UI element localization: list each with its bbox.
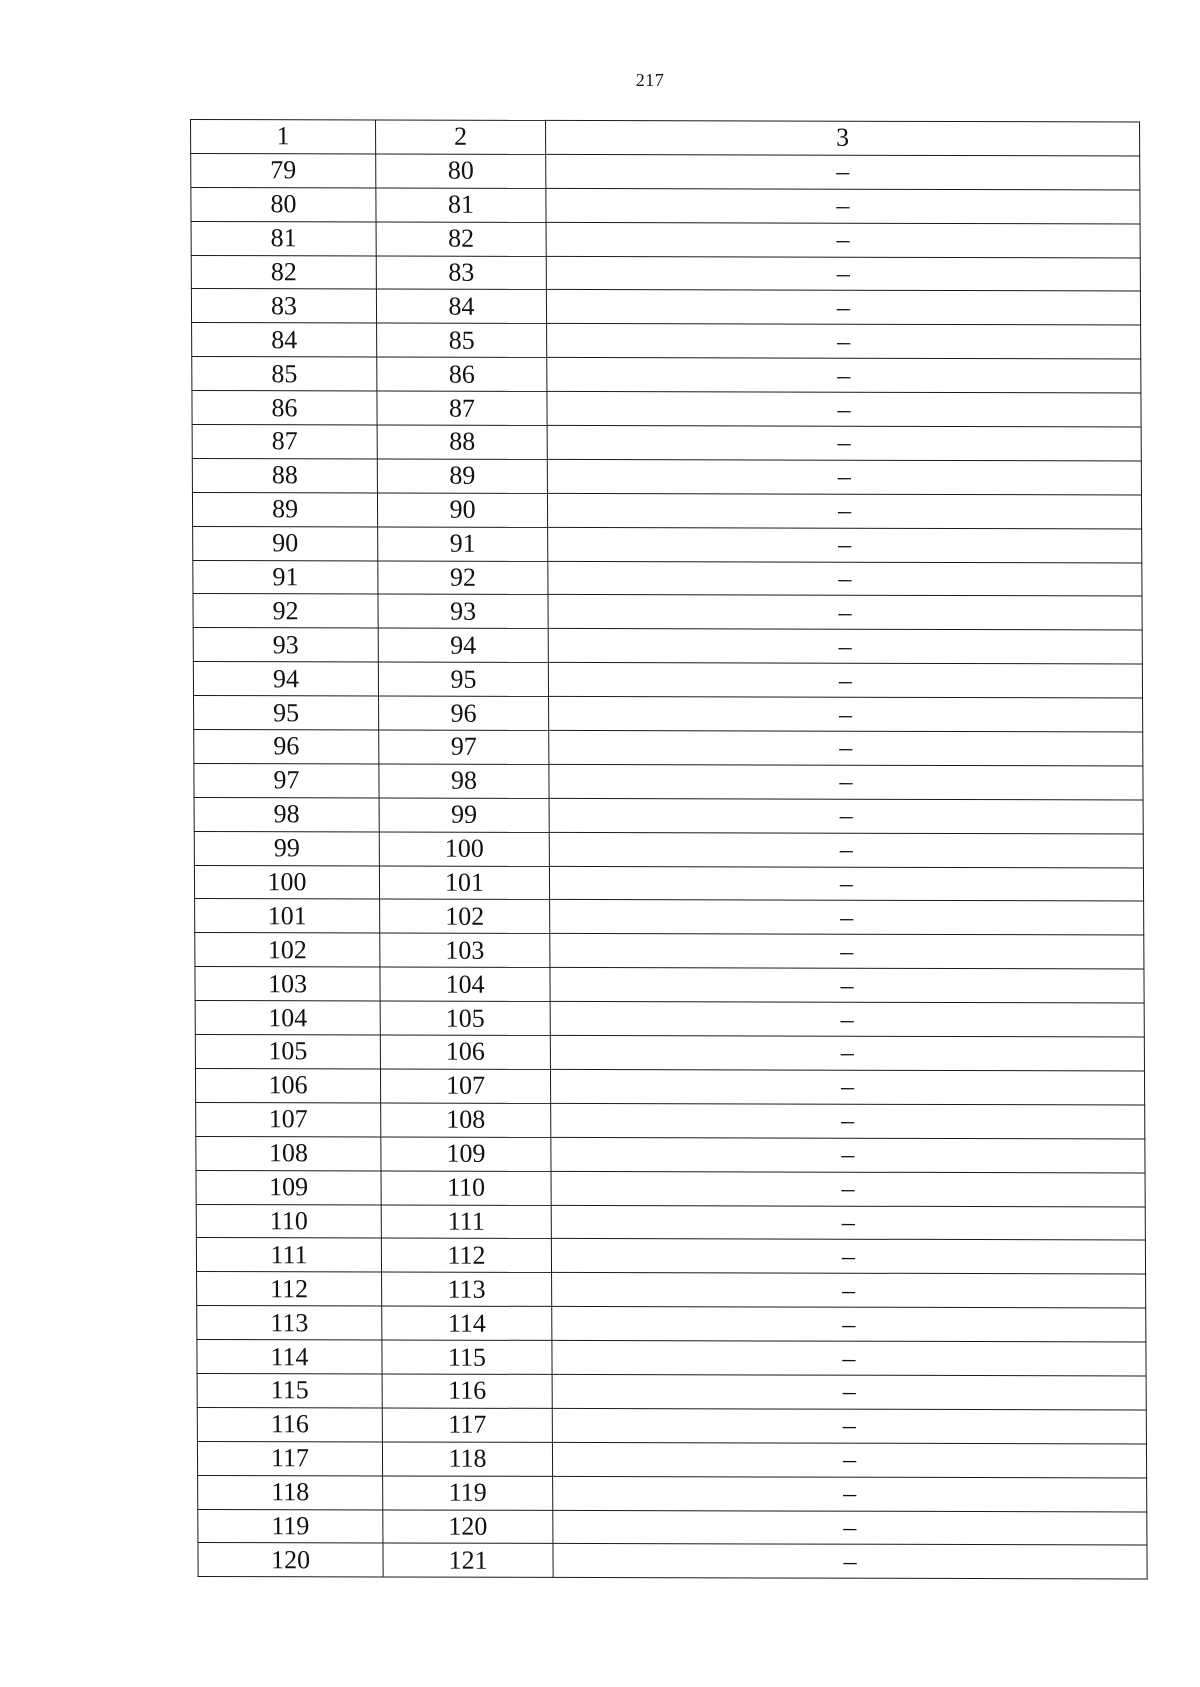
table-cell-col-2: 99 — [379, 798, 549, 832]
table-cell-col-1: 113 — [197, 1306, 382, 1340]
table-cell-col-2: 108 — [381, 1103, 551, 1137]
table-row — [195, 899, 1144, 935]
table-cell-col-1: 79 — [191, 153, 376, 187]
table-cell-col-1: 119 — [198, 1509, 383, 1543]
table-cell-col-2: 102 — [380, 899, 550, 933]
table-cell-col-3: – — [550, 900, 1144, 935]
table-cell-col-3: – — [548, 595, 1142, 630]
table-cell-col-3: – — [552, 1408, 1146, 1443]
table-cell-col-2: 107 — [380, 1069, 550, 1103]
table-cell-col-3: – — [552, 1442, 1146, 1477]
table-cell-col-3: – — [549, 832, 1143, 867]
table-cell-col-1: 109 — [196, 1170, 381, 1204]
table-row — [197, 1340, 1146, 1376]
table-cell-col-1: 88 — [192, 458, 377, 492]
table-cell-col-3: – — [549, 764, 1143, 799]
table-cell-col-1: 96 — [194, 730, 379, 764]
table-cell-col-1: 102 — [195, 933, 380, 967]
table-cell-col-2: 116 — [382, 1374, 552, 1408]
table-cell-col-1: 106 — [195, 1068, 380, 1102]
table-cell-col-2: 106 — [380, 1035, 550, 1069]
table-row — [196, 1238, 1145, 1274]
table-cell-col-2: 80 — [376, 154, 546, 188]
table-row — [191, 187, 1140, 223]
table-cell-col-3: – — [546, 256, 1140, 291]
table-cell-col-3: – — [547, 324, 1141, 359]
table-cell-col-1: 101 — [195, 899, 380, 933]
table-cell-col-3: – — [551, 1103, 1145, 1138]
table-row — [191, 153, 1140, 189]
table-header — [191, 120, 1140, 156]
table-row — [194, 763, 1143, 799]
table-cell-col-2: 91 — [378, 527, 548, 561]
table-cell-col-2: 117 — [382, 1408, 552, 1442]
table-cell-col-2: 87 — [377, 391, 547, 425]
table-cell-col-3: – — [550, 1035, 1144, 1070]
table-cell-col-1: 108 — [196, 1136, 381, 1170]
table-cell-col-3: – — [550, 934, 1144, 969]
table-cell-col-2: 83 — [376, 256, 546, 290]
table-cell-col-1: 89 — [192, 492, 377, 526]
table-cell-col-3: – — [549, 697, 1143, 732]
table-row — [194, 865, 1143, 901]
table-row — [193, 628, 1142, 664]
table-cell-col-1: 98 — [194, 797, 379, 831]
table-cell-col-2: 109 — [381, 1137, 551, 1171]
table-cell-col-2: 113 — [382, 1272, 552, 1306]
table-row — [193, 560, 1142, 596]
table-cell-col-1: 99 — [194, 831, 379, 865]
table-cell-col-2: 121 — [383, 1543, 553, 1577]
table-cell-col-3: – — [553, 1476, 1147, 1511]
table-row — [195, 967, 1144, 1003]
table-cell-col-2: 94 — [378, 628, 548, 662]
table-cell-col-3: – — [551, 1171, 1145, 1206]
table-row — [198, 1509, 1147, 1545]
table-cell-col-3: – — [547, 493, 1141, 528]
table-row — [195, 933, 1144, 969]
table-cell-col-1: 111 — [196, 1238, 381, 1272]
table-cell-col-3: – — [553, 1510, 1147, 1545]
table-cell-col-2: 110 — [381, 1171, 551, 1205]
table-cell-col-2: 118 — [382, 1442, 552, 1476]
table-cell-col-1: 116 — [197, 1407, 382, 1441]
table-row — [197, 1306, 1146, 1342]
table-cell-col-2: 92 — [378, 561, 548, 595]
table-cell-col-3: – — [550, 968, 1144, 1003]
table-row — [196, 1102, 1145, 1138]
table-cell-col-3: – — [546, 154, 1140, 189]
table-cell-col-3: – — [550, 1002, 1144, 1037]
table-row — [196, 1204, 1145, 1240]
table-cell-col-3: – — [549, 730, 1143, 765]
table-cell-col-1: 114 — [197, 1340, 382, 1374]
table-row — [192, 357, 1141, 393]
table-cell-col-3: – — [551, 1239, 1145, 1274]
table-cell-col-3: – — [547, 425, 1141, 460]
table-row — [196, 1136, 1145, 1172]
table-cell-col-2: 96 — [379, 696, 549, 730]
table-cell-col-1: 103 — [195, 967, 380, 1001]
table-cell-col-1: 104 — [195, 1001, 380, 1035]
table-row — [192, 425, 1141, 461]
table-cell-col-2: 89 — [377, 459, 547, 493]
table-row — [194, 797, 1143, 833]
table-cell-col-2: 82 — [376, 222, 546, 256]
table-cell-col-3: – — [546, 222, 1140, 257]
table-row — [197, 1407, 1146, 1443]
table-row — [194, 696, 1143, 732]
table-cell-col-3: – — [547, 392, 1141, 427]
table-cell-col-3: – — [548, 629, 1142, 664]
table-cell-col-3: – — [552, 1340, 1146, 1375]
table-cell-col-3: – — [546, 188, 1140, 223]
table-cell-col-2: 111 — [381, 1204, 551, 1238]
table-cell-col-2: 88 — [377, 425, 547, 459]
table-cell-col-3: – — [548, 663, 1142, 698]
table-row — [192, 391, 1141, 427]
table-cell-col-1: 80 — [191, 187, 376, 221]
table-row — [195, 1035, 1144, 1071]
table-cell-col-2: 115 — [382, 1340, 552, 1374]
table-cell-col-3: – — [547, 358, 1141, 393]
data-table-container — [190, 119, 1148, 1580]
table-cell-col-2: 119 — [383, 1476, 553, 1510]
table-cell-col-3: – — [546, 290, 1140, 325]
table-cell-col-1: 112 — [197, 1272, 382, 1306]
table-cell-col-3: – — [550, 1069, 1144, 1104]
table-row — [197, 1373, 1146, 1409]
table-cell-col-3: – — [547, 459, 1141, 494]
table-cell-col-1: 93 — [193, 628, 378, 662]
table-cell-col-3: – — [553, 1544, 1147, 1579]
table-cell-col-1: 118 — [198, 1475, 383, 1509]
table-cell-col-1: 81 — [191, 221, 376, 255]
table-cell-col-2: 98 — [379, 764, 549, 798]
table-row — [198, 1543, 1147, 1579]
table-cell-col-1: 115 — [197, 1373, 382, 1407]
table-row — [194, 730, 1143, 766]
table-row — [195, 1068, 1144, 1104]
table-cell-col-1: 105 — [195, 1035, 380, 1069]
table-cell-col-2: 112 — [381, 1238, 551, 1272]
page-number: 217 — [635, 70, 665, 90]
table-row — [197, 1441, 1146, 1477]
table-cell-col-1: 92 — [193, 594, 378, 628]
table-cell-col-2: 84 — [376, 289, 546, 323]
table-cell-col-2: 90 — [377, 493, 547, 527]
table-cell-col-3: – — [552, 1307, 1146, 1342]
table-cell-col-2: 104 — [380, 967, 550, 1001]
table-cell-col-1: 117 — [197, 1441, 382, 1475]
table-row — [198, 1475, 1147, 1511]
table-cell-col-3: – — [552, 1374, 1146, 1409]
table-row — [196, 1170, 1145, 1206]
table-row — [192, 458, 1141, 494]
header-cell-col-2: 2 — [376, 120, 546, 154]
table-cell-col-1: 85 — [192, 357, 377, 391]
table-cell-col-1: 107 — [196, 1102, 381, 1136]
table-cell-col-3: – — [551, 1137, 1145, 1172]
table-row — [195, 1001, 1144, 1037]
table-cell-col-3: – — [548, 561, 1142, 596]
table-row — [194, 831, 1143, 867]
table-cell-col-1: 94 — [193, 662, 378, 696]
table-cell-col-3: – — [552, 1273, 1146, 1308]
table-cell-col-2: 95 — [378, 662, 548, 696]
data-table — [190, 119, 1148, 1580]
table-cell-col-1: 90 — [193, 526, 378, 560]
table-cell-col-2: 81 — [376, 188, 546, 222]
table-cell-col-1: 100 — [194, 865, 379, 899]
table-row — [191, 221, 1140, 257]
table-cell-col-2: 97 — [379, 730, 549, 764]
table-row — [191, 289, 1140, 325]
table-row — [192, 323, 1141, 359]
header-cell-col-1: 1 — [191, 120, 376, 154]
table-cell-col-1: 83 — [191, 289, 376, 323]
table-cell-col-3: – — [549, 866, 1143, 901]
table-cell-col-2: 101 — [379, 866, 549, 900]
table-cell-col-2: 100 — [379, 832, 549, 866]
table-cell-col-2: 103 — [380, 933, 550, 967]
header-row — [191, 120, 1140, 156]
table-cell-col-2: 114 — [382, 1306, 552, 1340]
table-cell-col-2: 86 — [377, 357, 547, 391]
table-row — [193, 526, 1142, 562]
table-cell-col-1: 91 — [193, 560, 378, 594]
table-cell-col-2: 93 — [378, 594, 548, 628]
header-cell-col-3: 3 — [546, 120, 1140, 155]
table-row — [197, 1272, 1146, 1308]
table-cell-col-2: 120 — [383, 1509, 553, 1543]
table-cell-col-1: 84 — [192, 323, 377, 357]
table-cell-col-1: 120 — [198, 1543, 383, 1577]
table-cell-col-1: 82 — [191, 255, 376, 289]
table-cell-col-1: 87 — [192, 425, 377, 459]
table-row — [193, 662, 1142, 698]
table-cell-col-1: 95 — [194, 696, 379, 730]
table-cell-col-2: 105 — [380, 1001, 550, 1035]
table-row — [193, 594, 1142, 630]
table-row — [192, 492, 1141, 528]
table-cell-col-1: 97 — [194, 763, 379, 797]
table-body — [191, 153, 1147, 1579]
table-cell-col-3: – — [549, 798, 1143, 833]
table-cell-col-1: 86 — [192, 391, 377, 425]
table-cell-col-2: 85 — [377, 323, 547, 357]
table-cell-col-1: 110 — [196, 1204, 381, 1238]
table-cell-col-3: – — [548, 527, 1142, 562]
table-row — [191, 255, 1140, 291]
table-cell-col-3: – — [551, 1205, 1145, 1240]
